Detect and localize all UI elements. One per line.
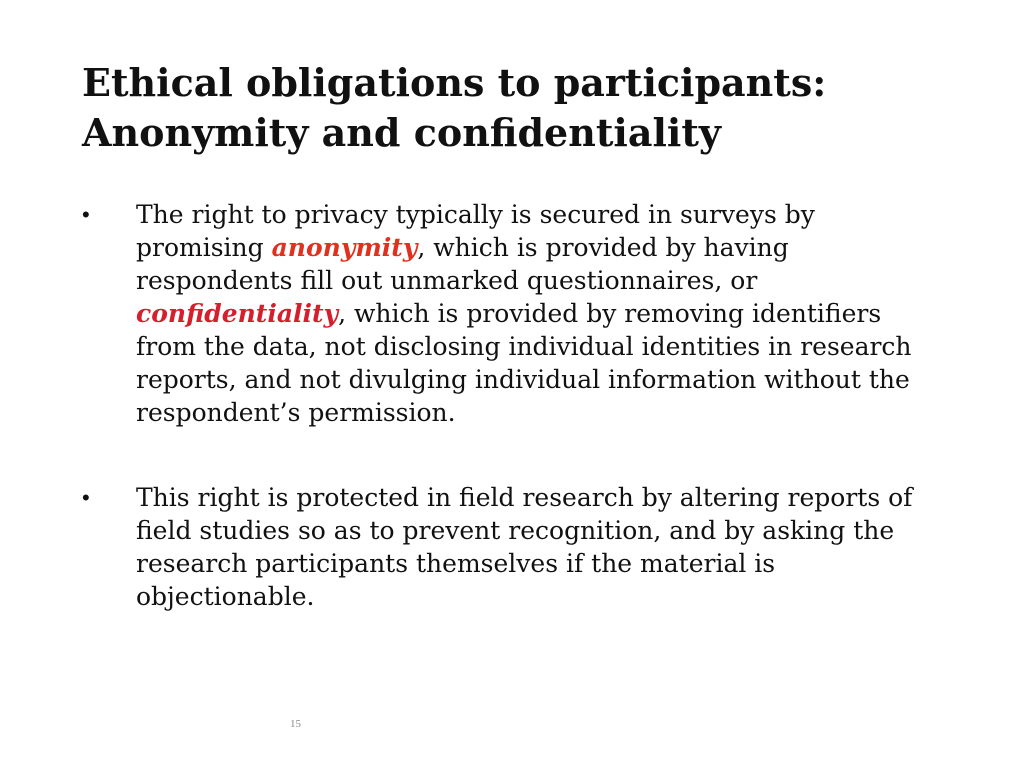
bullet1-text-before: The right to privacy typically is secured in surveys by promising: [136, 200, 815, 262]
page-number: 15: [290, 718, 301, 730]
bullet-text-privacy: [136, 198, 942, 429]
bullet-item-privacy: [82, 198, 942, 429]
title-line-2: Anonymity and confidentiality: [82, 110, 721, 155]
title-line-1: Ethical obligations to participants:: [82, 60, 827, 105]
bullet-item-field-research: [82, 481, 942, 613]
bullet-marker: •: [82, 202, 90, 227]
bullet1-text-after: , which is provided by removing identifiers from the data, not disclosing individual identities in research reports, and not divulging individual information without the respondent’s permission.: [136, 299, 912, 427]
bullet-text-field-research: This right is protected in field research by altering reports of field studies so as to prevent recognition, and by asking the research participants themselves if the material is objectionable.: [136, 483, 913, 611]
slide-title: [82, 58, 962, 158]
bullet1-text-middle: , which is provided by having respondents fill out unmarked questionnaires, or: [136, 233, 789, 295]
bullet-list: [82, 198, 942, 613]
anonymity-term: anonymity: [271, 233, 418, 262]
bullet-marker: •: [82, 485, 90, 510]
confidentiality-term: confidentiality: [136, 299, 339, 328]
